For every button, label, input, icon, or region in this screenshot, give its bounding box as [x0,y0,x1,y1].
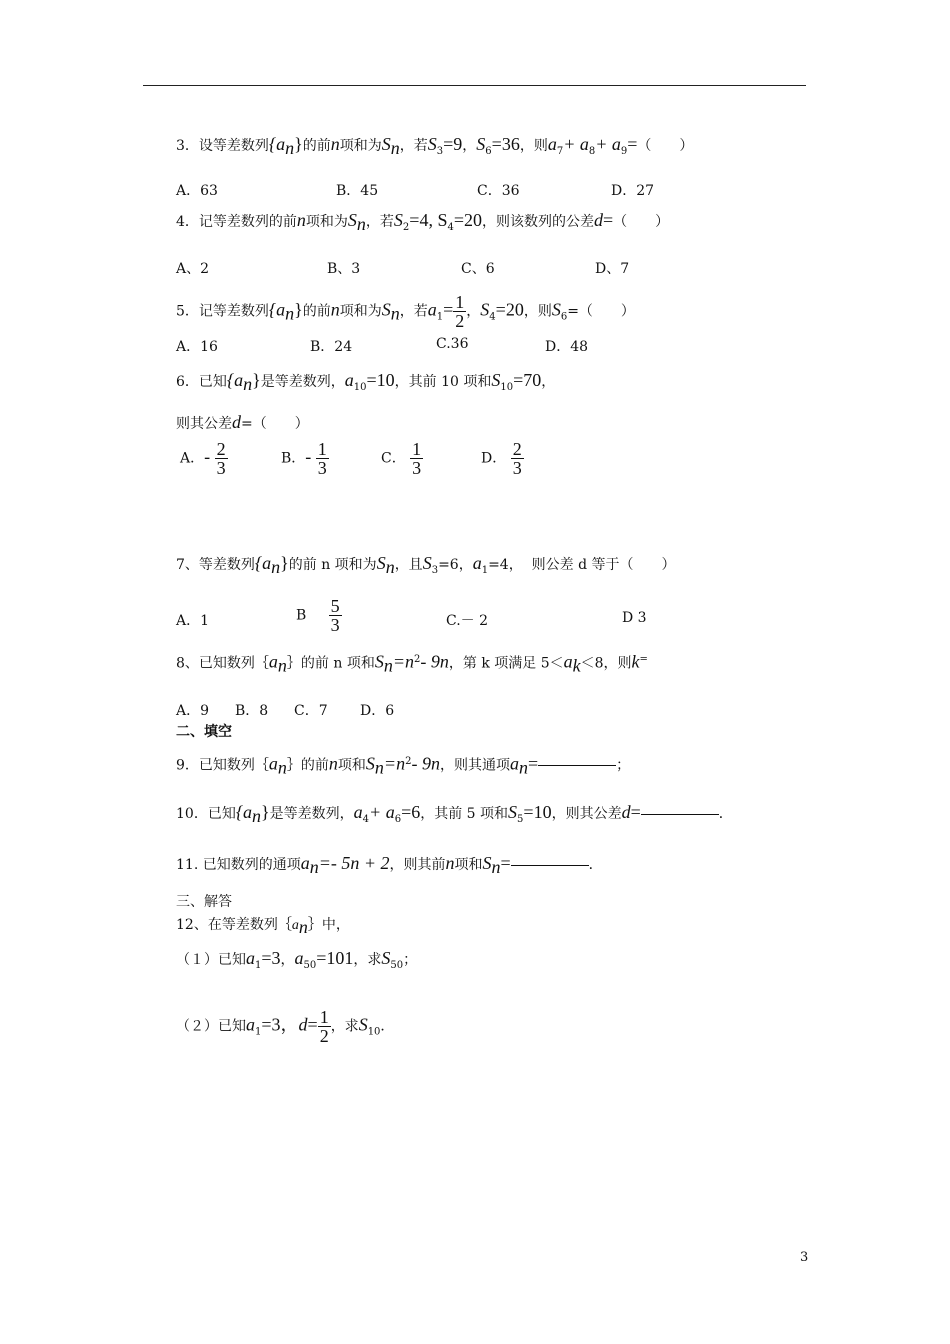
question-7: 7、等差数列$\{a_n\}$的前 n 项和为$S_n$，且$S_3=6$，$a_1=4$， 则公差 d 等于（ ） [176,553,676,577]
q6-option-c: C． $\frac{1}{3}$ [381,439,422,478]
section-solutions-heading: 三、解答 [176,894,232,910]
question-12-intro: 12、在等差数列$\{a_n\}$中， [176,916,350,937]
question-11: 11. 已知数列的通项$a_n=-$ 5n + 2，则其前n项和$S_n=$ ． [176,853,603,877]
question-12-part-1: （１）已知$a_1=3$，$a_{50}=101$，求$S_{50}$； [176,948,418,971]
q5-option-d: D．48 [545,339,589,355]
q4-option-a: A、2 [176,261,210,277]
question-9: 9．已知数列$\{a_n\}$的前n项和$S_n=n^2-$ 9n，则其通项$a_n=$ ； [176,753,631,778]
q4-option-c: C、6 [461,261,495,277]
page-number: 3 [800,1250,809,1265]
header-rule [143,85,806,86]
q7-option-b: B $\frac{5}{3}$ [296,596,340,635]
q7-option-d: D 3 [622,610,647,626]
question-6-line-2: 则其公差d=（ ） [176,412,309,432]
q10-answer-blank[interactable] [641,814,719,815]
q3-option-d: D．27 [611,183,655,199]
section-fill-in-heading: 二、填空 [176,724,232,740]
q11-answer-blank[interactable] [511,865,589,866]
q6-option-d: D． $\frac{2}{3}$ [481,439,522,478]
q4-option-d: D、7 [595,261,630,277]
q4-option-b: B、3 [327,261,361,277]
q3-option-c: C．36 [477,183,520,199]
q7-option-a: A．1 [176,613,210,629]
q5-option-a: A．16 [176,339,218,355]
q5-option-b: B．24 [310,339,353,355]
q6-option-a: A．- $\frac{2}{3}$ [180,439,226,478]
question-5: 5．记等差数列$\{a_n\}$的前n项和为$S_n$，若$a_1=$ $\frac{1}{2}$ ，$S_4=20$，则$S_6=$（ ） [176,292,635,331]
q8-option-d: D．6 [360,703,395,719]
q8-option-c: C．7 [294,703,328,719]
q8-option-a: A．9 [176,703,210,719]
question-6: 6．已知$\{a_n\}$是等差数列，$a_{10}=10$，其前 10 项和$S_{10}=70$， [176,370,556,394]
q5-fraction: $\frac{1}{2}$ [455,292,465,331]
q12-fraction: $\frac{1}{2}$ [319,1007,329,1046]
q6-option-b: B．- $\frac{1}{3}$ [281,439,327,478]
question-8: 8、已知数列$\{a_n\}$的前 n 项和$S_n=n^2-$ 9n，第 k 项满足 $5<a_k<8$，则k= [176,651,648,676]
q8-option-b: B．8 [235,703,269,719]
q3-option-b: B．45 [336,183,379,199]
q7-option-c: C.－ 2 [446,613,489,629]
question-12-part-2: （２）已知$a_1=3$，d= $\frac{1}{2}$ ，求$S_{10}$． [176,1007,395,1046]
q9-answer-blank[interactable] [538,765,616,766]
q3-option-a: A．63 [176,183,218,199]
question-3: 3．设等差数列$\{a_n\}$的前n项和为$S_n$，若$S_3=9$，$S_6=36$，则$a_7+ a_8+ a_9=$（ ） [176,134,694,158]
q5-option-c: C.36 [436,336,469,352]
question-10: 10．已知$\{a_n\}$是等差数列，$a_4+ a_6=6$，其前 5 项和$S_5=10$，则其公差d= ． [176,802,733,826]
question-4: 4．记等差数列的前n项和为$S_n$，若$S_2=4$, $S_4=20$，则该数列的公差d=（ ） [176,210,670,234]
